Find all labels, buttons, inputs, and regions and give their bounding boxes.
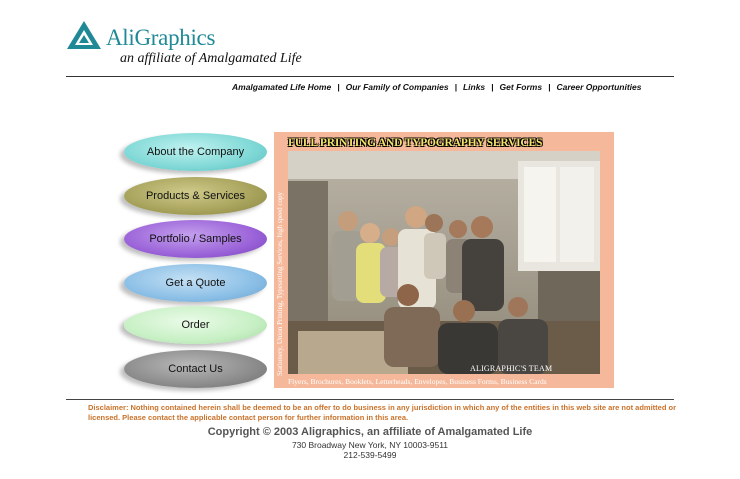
products-and-services-button[interactable]: Products & Services bbox=[124, 177, 267, 215]
banner-caption: Flyers, Brochures, Booklets, Letterheads, Envelopes, Business Forms, Business Cards bbox=[288, 377, 547, 386]
team-photo bbox=[288, 151, 600, 374]
logo-tagline: an affiliate of Amalgamated Life bbox=[120, 51, 302, 66]
footer-divider bbox=[66, 399, 674, 400]
about-the-company-button[interactable]: About the Company bbox=[124, 133, 267, 171]
phone-text: 212-539-5499 bbox=[343, 450, 397, 460]
nav-separator: | bbox=[491, 82, 494, 92]
nav-career-opportunities[interactable]: Career Opportunities bbox=[556, 82, 642, 92]
nav-family-of-companies[interactable]: Our Family of Companies bbox=[345, 82, 449, 92]
order-button[interactable]: Order bbox=[124, 306, 267, 344]
nav-amalgamated-life-home[interactable]: Amalgamated Life Home bbox=[232, 82, 332, 92]
portfolio-samples-button[interactable]: Portfolio / Samples bbox=[124, 220, 267, 258]
contact-us-button[interactable]: Contact Us bbox=[124, 350, 267, 388]
top-navigation bbox=[232, 82, 672, 92]
get-a-quote-button[interactable]: Get a Quote bbox=[124, 264, 267, 302]
team-label: ALIGRAPHIC'S TEAM bbox=[470, 364, 553, 373]
banner-side-text: Stationery, Union Printing, Typesetting Services, high speed copy bbox=[276, 191, 284, 376]
nav-links[interactable]: Links bbox=[462, 82, 486, 92]
header-divider bbox=[66, 76, 674, 77]
logo-name[interactable]: AliGraphics bbox=[106, 25, 216, 50]
banner-title: FULL PRINTING AND TYPOGRAPHY SERVICES bbox=[288, 137, 543, 149]
nav-get-forms[interactable]: Get Forms bbox=[499, 82, 543, 92]
nav-separator: | bbox=[337, 82, 340, 92]
disclaimer-text: Disclaimer: Nothing contained herein shall be deemed to be an offer to do business in any jurisdiction in which any of the entities in this web site are not admitted or licensed. Please contact the applicable contact person for further information in this area. bbox=[88, 403, 677, 422]
address-text: 730 Broadway New York, NY 10003-9511 bbox=[291, 440, 449, 450]
nav-separator: | bbox=[454, 82, 457, 92]
logo-triangle-icon bbox=[66, 20, 102, 50]
nav-separator: | bbox=[548, 82, 551, 92]
copyright-text: Copyright © 2003 Aligraphics, an affiliate of Amalgamated Life bbox=[207, 426, 533, 438]
